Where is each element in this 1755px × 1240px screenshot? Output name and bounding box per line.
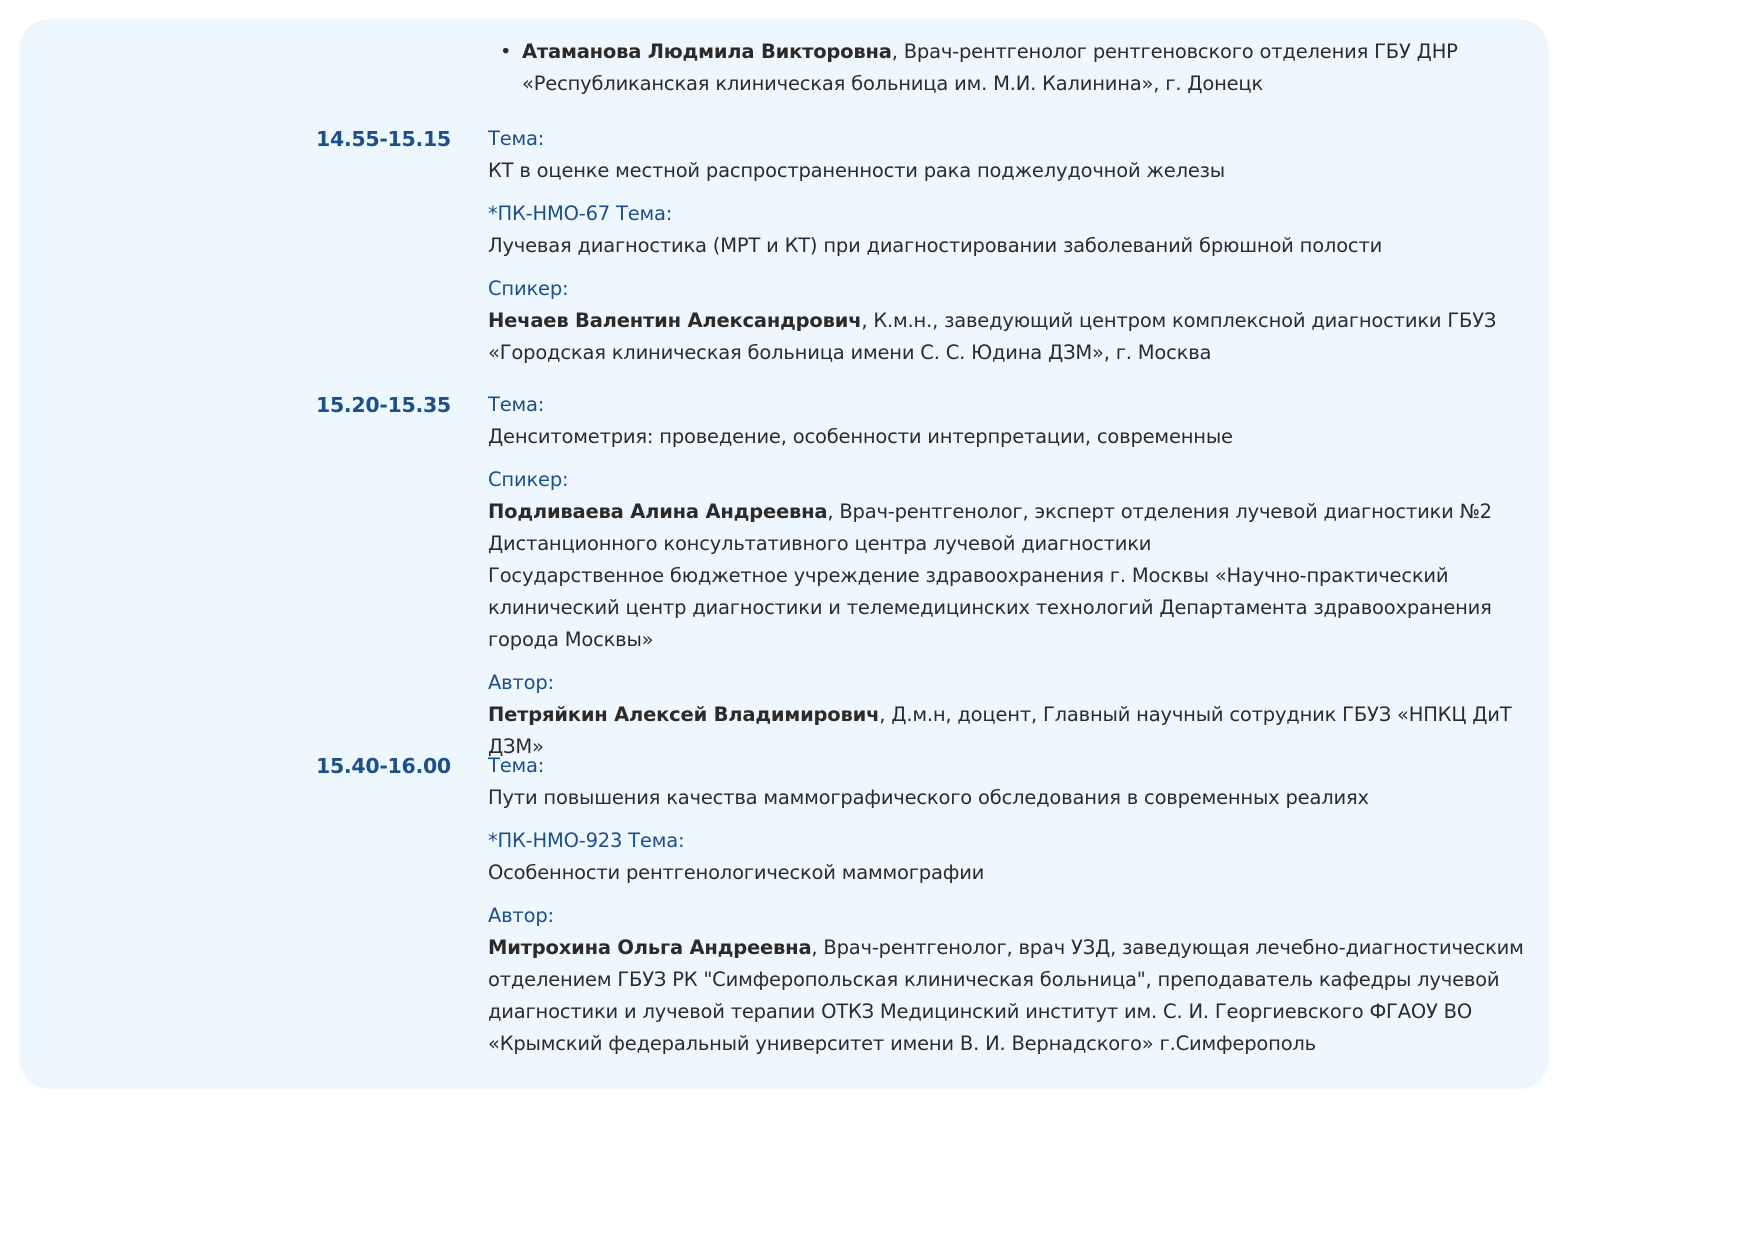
- nmo-topic-text: Лучевая диагностика (МРТ и КТ) при диагностировании заболеваний брюшной полости: [488, 234, 1383, 257]
- speaker-desc: клинический центр диагностики и телемедицинских технологий Департамента здравоохранения: [488, 596, 1492, 619]
- speaker-name: Нечаев Валентин Александрович: [488, 309, 862, 332]
- speaker-info: [503, 36, 1533, 100]
- speaker-label: Спикер:: [488, 468, 569, 491]
- speaker-name: Подливаева Алина Андреевна: [488, 500, 828, 523]
- topic-label: Тема:: [488, 754, 545, 777]
- speaker-desc: «Городская клиническая больница имени С. С. Юдина ДЗМ», г. Москва: [488, 341, 1212, 364]
- nmo-topic-label: *ПК-НМО-67 Тема:: [488, 202, 673, 225]
- topic-text: КТ в оценке местной распространенности рака поджелудочной железы: [488, 159, 1226, 182]
- speaker-info: [488, 496, 1548, 656]
- author-desc: диагностики и лучевой терапии ОТКЗ Медицинский институт им. С. И. Георгиевского ФГАОУ ВО: [488, 1000, 1473, 1023]
- speaker-desc: «Республиканская клиническая больница им. М.И. Калинина», г. Донецк: [522, 72, 1264, 95]
- author-name: Петряйкин Алексей Владимирович: [488, 703, 880, 726]
- author-desc: «Крымский федеральный университет имени В. И. Вернадского» г.Симферополь: [488, 1032, 1316, 1055]
- session-time: 15.40-16.00: [316, 754, 451, 778]
- author-label: Автор:: [488, 671, 554, 694]
- session-content: [488, 389, 1548, 763]
- speaker-desc: Государственное бюджетное учреждение здравоохранения г. Москвы «Научно-практический: [488, 564, 1449, 587]
- speaker-desc: города Москвы»: [488, 628, 654, 651]
- speaker-list-item: [500, 36, 1533, 100]
- speaker-info: [488, 305, 1548, 369]
- speaker-label: Спикер:: [488, 277, 569, 300]
- session-content: [488, 750, 1548, 1060]
- bullet-marker: •: [500, 40, 512, 63]
- nmo-topic-label: *ПК-НМО-923 Тема:: [488, 829, 685, 852]
- session-time: 14.55-15.15: [316, 127, 451, 151]
- speaker-desc: Дистанционного консультативного центра лучевой диагностики: [488, 532, 1152, 555]
- session-time: 15.20-15.35: [316, 393, 451, 417]
- author-desc: , Д.м.н, доцент, Главный научный сотрудник ГБУЗ «НПКЦ ДиТ ДЗМ»: [488, 703, 1512, 758]
- author-desc: , Врач-рентгенолог, врач УЗД, заведующая лечебно-диагностическим: [811, 936, 1524, 959]
- speaker-desc: , Врач-рентгенолог, эксперт отделения лучевой диагностики №2: [827, 500, 1492, 523]
- session-content: [488, 123, 1548, 369]
- speaker-desc: , К.м.н., заведующий центром комплексной диагностики ГБУЗ: [861, 309, 1497, 332]
- topic-label: Тема:: [488, 393, 545, 416]
- topic-text: Пути повышения качества маммографического обследования в современных реалиях: [488, 786, 1369, 809]
- author-info: [488, 932, 1548, 1060]
- topic-label: Тема:: [488, 127, 545, 150]
- topic-text: Денситометрия: проведение, особенности интерпретации, современные: [488, 425, 1233, 448]
- speaker-desc: , Врач-рентгенолог рентгеновского отделения ГБУ ДНР: [891, 40, 1458, 63]
- author-label: Автор:: [488, 904, 554, 927]
- speaker-name: Атаманова Людмила Викторовна: [522, 40, 892, 63]
- nmo-topic-text: Особенности рентгенологической маммографии: [488, 861, 985, 884]
- author-name: Митрохина Ольга Андреевна: [488, 936, 812, 959]
- author-desc: отделением ГБУЗ РК "Симферопольская клиническая больница", преподаватель кафедры лучевой: [488, 968, 1500, 991]
